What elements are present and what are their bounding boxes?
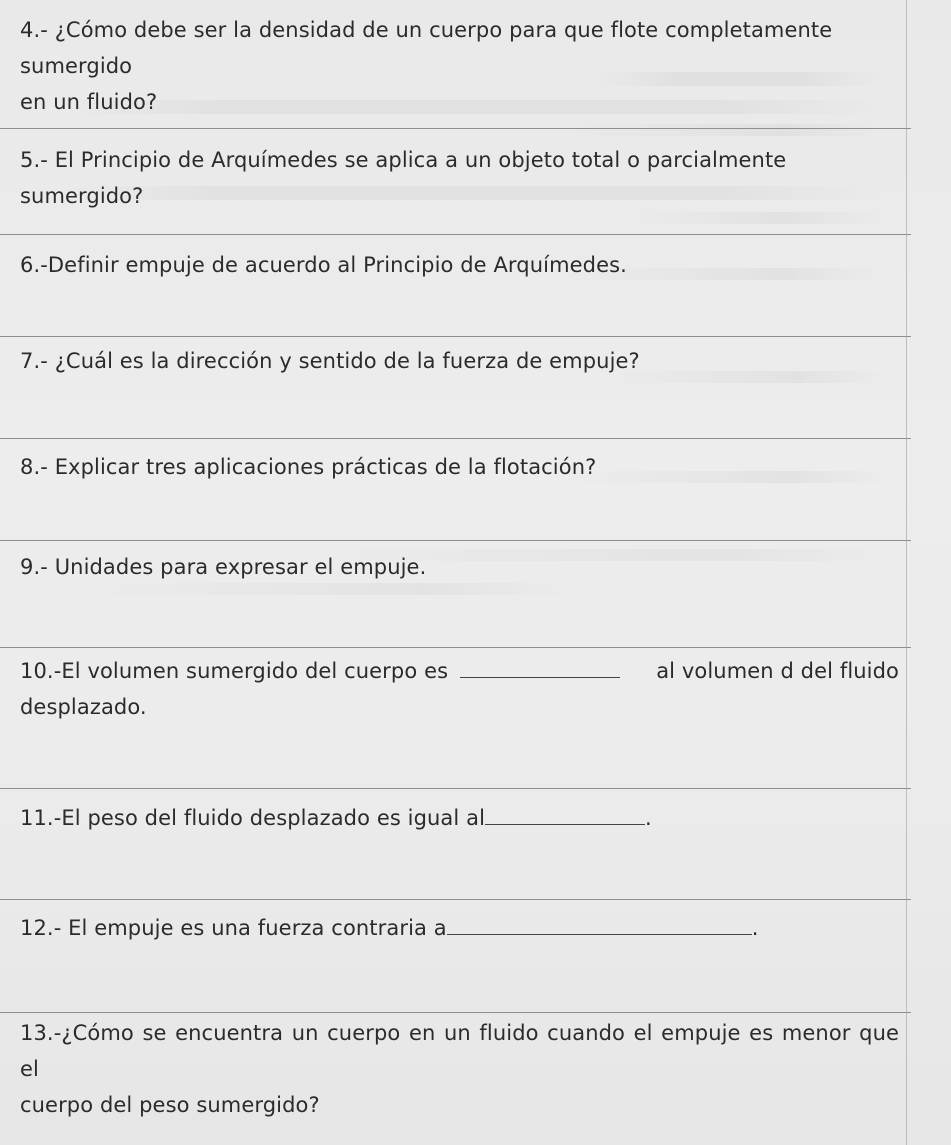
question-5: 5.- El Principio de Arquímedes se aplica a un objeto total o parcialmente sumergido? <box>20 148 787 208</box>
fill-in-blank-10[interactable] <box>460 659 620 678</box>
fill-in-blank-12[interactable] <box>447 916 752 935</box>
bleed-through-mark <box>560 124 880 136</box>
answer-line <box>0 438 911 439</box>
question-4 <box>20 12 899 120</box>
question-10-text-before: 10.-El volumen sumergido del cuerpo es <box>20 659 449 683</box>
answer-line <box>0 540 911 541</box>
question-11-text-after: . <box>645 806 652 830</box>
answer-line <box>0 128 911 129</box>
fill-in-blank-11[interactable] <box>485 806 645 825</box>
answer-line <box>0 788 911 789</box>
question-10-line-2: desplazado. <box>20 695 147 719</box>
question-11 <box>20 800 899 836</box>
answer-line <box>0 899 911 900</box>
question-13 <box>20 1015 899 1123</box>
question-4-line-1: 4.- ¿Cómo debe ser la densidad de un cuerpo para que flote completamente sumergido <box>20 18 833 78</box>
question-10 <box>20 653 899 725</box>
question-10-line-1 <box>20 653 899 689</box>
question-13-line-2: cuerpo del peso sumergido? <box>20 1093 320 1117</box>
question-12-text-before: 12.- El empuje es una fuerza contraria a <box>20 916 447 940</box>
answer-line <box>0 1012 911 1013</box>
question-4-line-2: en un fluido? <box>20 90 158 114</box>
question-12-text-after: . <box>751 916 759 940</box>
question-7: 7.- ¿Cuál es la dirección y sentido de la fuerza de empuje? <box>20 349 640 373</box>
question-13-line-1: 13.-¿Cómo se encuentra un cuerpo en un fluido cuando el empuje es menor que el <box>20 1021 899 1081</box>
question-9: 9.- Unidades para expresar el empuje. <box>20 555 427 579</box>
question-10-text-after: al volumen d del fluido <box>656 659 899 683</box>
question-11-text-before: 11.-El peso del fluido desplazado es igual al <box>20 806 486 830</box>
question-12 <box>20 910 899 946</box>
margin-line <box>906 0 907 1145</box>
answer-line <box>0 647 911 648</box>
question-8: 8.- Explicar tres aplicaciones prácticas de la flotación? <box>20 455 597 479</box>
answer-line <box>0 234 911 235</box>
answer-line <box>0 336 911 337</box>
question-6: 6.-Definir empuje de acuerdo al Principio de Arquímedes. <box>20 253 627 277</box>
